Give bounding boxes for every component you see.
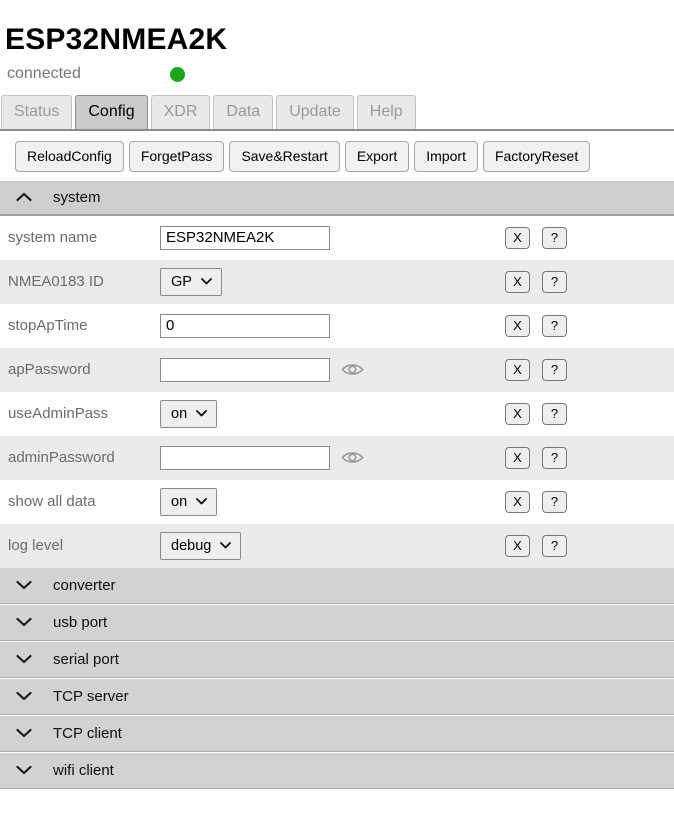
section-header-serial-port[interactable] xyxy=(0,642,674,678)
section-header-tcp-client[interactable] xyxy=(0,716,674,752)
help-field-button[interactable]: ? xyxy=(542,359,567,381)
help-field-button[interactable]: ? xyxy=(542,447,567,469)
config-row-stop-ap-time xyxy=(0,304,674,348)
help-field-button[interactable]: ? xyxy=(542,403,567,425)
field-label: stopApTime xyxy=(8,317,88,334)
chevron-down-icon xyxy=(220,542,231,549)
admin-password-input[interactable] xyxy=(160,446,330,470)
use-admin-pass-select[interactable] xyxy=(160,400,217,428)
chevron-down-icon xyxy=(16,617,32,627)
section-title: TCP server xyxy=(53,687,129,705)
connection-status-label: connected xyxy=(7,64,81,82)
section-title: wifi client xyxy=(53,761,114,779)
field-label: NMEA0183 ID xyxy=(8,273,104,290)
field-label: show all data xyxy=(8,493,96,510)
reset-field-button[interactable]: X xyxy=(505,271,530,293)
field-label: log level xyxy=(8,537,64,554)
factory-reset-button[interactable]: FactoryReset xyxy=(483,141,590,172)
chevron-up-icon xyxy=(16,192,32,202)
export-button[interactable]: Export xyxy=(345,141,409,172)
help-field-button[interactable]: ? xyxy=(542,535,567,557)
config-row-nmea0183-id xyxy=(0,260,674,304)
config-row-log-level xyxy=(0,524,674,568)
section-title: usb port xyxy=(53,613,108,631)
eye-icon xyxy=(341,450,364,465)
tab-data[interactable]: Data xyxy=(213,95,273,129)
field-label: apPassword xyxy=(8,361,91,378)
section-title: TCP client xyxy=(53,724,122,742)
reset-field-button[interactable]: X xyxy=(505,315,530,337)
forget-pass-button[interactable]: ForgetPass xyxy=(129,141,225,172)
reset-field-button[interactable]: X xyxy=(505,491,530,513)
page-title: ESP32NMEA2K xyxy=(5,23,228,56)
nmea0183-id-select[interactable] xyxy=(160,268,222,296)
help-field-button[interactable]: ? xyxy=(542,271,567,293)
show-password-toggle[interactable] xyxy=(341,362,364,377)
stop-ap-time-input[interactable] xyxy=(160,314,330,338)
reset-field-button[interactable]: X xyxy=(505,535,530,557)
help-field-button[interactable]: ? xyxy=(542,491,567,513)
chevron-down-icon xyxy=(16,691,32,701)
field-label: useAdminPass xyxy=(8,405,109,422)
section-title: converter xyxy=(53,576,116,594)
chevron-down-icon xyxy=(196,410,207,417)
config-row-admin-password xyxy=(0,436,674,480)
tab-help[interactable]: Help xyxy=(357,95,416,129)
eye-icon xyxy=(341,362,364,377)
system-name-input[interactable] xyxy=(160,226,330,250)
section-header-system[interactable] xyxy=(0,181,674,216)
select-value: on xyxy=(171,493,188,510)
import-button[interactable]: Import xyxy=(414,141,478,172)
select-value: on xyxy=(171,405,188,422)
select-value: debug xyxy=(171,537,212,554)
section-title: system xyxy=(53,188,101,206)
tab-status[interactable]: Status xyxy=(1,95,72,129)
section-header-wifi-client[interactable] xyxy=(0,753,674,789)
config-toolbar xyxy=(15,141,674,172)
section-header-usb-port[interactable] xyxy=(0,605,674,641)
reset-field-button[interactable]: X xyxy=(505,403,530,425)
save-restart-button[interactable]: Save&Restart xyxy=(229,141,339,172)
section-header-tcp-server[interactable] xyxy=(0,679,674,715)
log-level-select[interactable] xyxy=(160,532,241,560)
reset-field-button[interactable]: X xyxy=(505,227,530,249)
chevron-down-icon xyxy=(16,728,32,738)
connection-status xyxy=(7,65,674,85)
help-field-button[interactable]: ? xyxy=(542,227,567,249)
select-value: GP xyxy=(171,273,192,290)
ap-password-input[interactable] xyxy=(160,358,330,382)
tab-update[interactable]: Update xyxy=(276,95,354,129)
show-all-data-select[interactable] xyxy=(160,488,217,516)
chevron-down-icon xyxy=(16,654,32,664)
field-label: system name xyxy=(8,229,98,246)
tab-xdr[interactable]: XDR xyxy=(151,95,211,129)
section-header-converter[interactable] xyxy=(0,568,674,604)
connected-indicator-dot xyxy=(170,67,185,82)
tab-config[interactable]: Config xyxy=(75,95,147,129)
tab-bar xyxy=(0,95,674,131)
config-row-system-name xyxy=(0,216,674,260)
field-label: adminPassword xyxy=(8,449,115,466)
config-row-use-admin-pass xyxy=(0,392,674,436)
reset-field-button[interactable]: X xyxy=(505,447,530,469)
help-field-button[interactable]: ? xyxy=(542,315,567,337)
config-row-ap-password xyxy=(0,348,674,392)
chevron-down-icon xyxy=(16,765,32,775)
reload-config-button[interactable]: ReloadConfig xyxy=(15,141,124,172)
reset-field-button[interactable]: X xyxy=(505,359,530,381)
chevron-down-icon xyxy=(201,278,212,285)
config-row-show-all-data xyxy=(0,480,674,524)
show-password-toggle[interactable] xyxy=(341,450,364,465)
chevron-down-icon xyxy=(196,498,207,505)
chevron-down-icon xyxy=(16,580,32,590)
section-title: serial port xyxy=(53,650,119,668)
